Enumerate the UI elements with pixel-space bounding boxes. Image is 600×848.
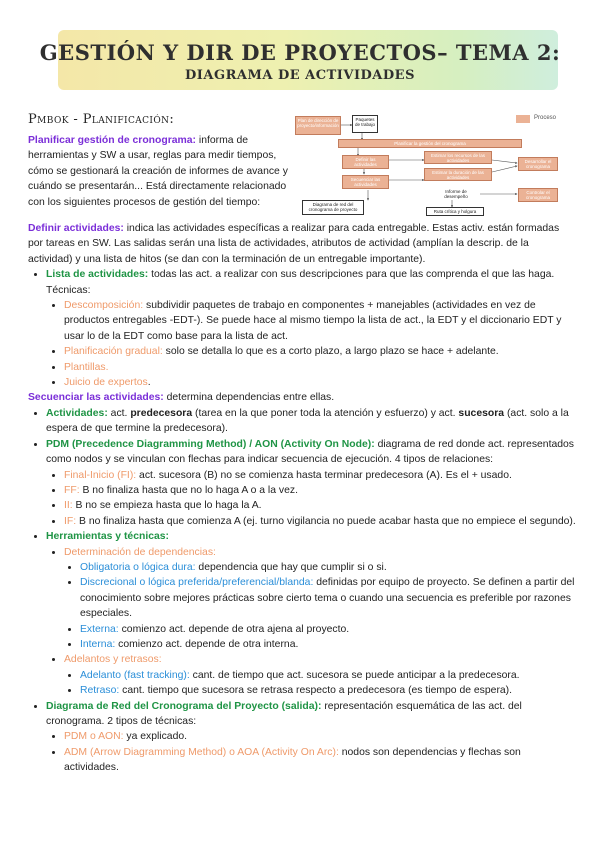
- page-subtitle: DIAGRAMA DE ACTIVIDADES: [185, 68, 415, 83]
- list-item: [46, 437, 576, 529]
- secuenciar-list: [28, 406, 576, 776]
- list-item: [64, 360, 576, 375]
- dependencia-text: comienzo act. depende de otra ajena al proyecto.: [118, 623, 350, 635]
- relacion-term: FF:: [64, 484, 80, 496]
- sucesora-word: sucesora: [458, 407, 505, 419]
- list-item: [80, 637, 576, 652]
- predecesora-word: predecesora: [130, 407, 193, 419]
- tecnica-red-text: nodos son dependencias y flechas son actividades.: [64, 746, 521, 774]
- diagram-box-planificar: Planificar la gestión del cronograma: [338, 139, 522, 148]
- tecnica-term: Plantillas.: [64, 361, 109, 373]
- diagram-box-controlar: Controlar el cronograma: [518, 188, 558, 202]
- legend-label: Proceso: [534, 115, 557, 121]
- relacion-text: B no se empieza hasta que lo haga la A.: [72, 500, 262, 512]
- intro-term: Planificar gestión de cronograma:: [28, 135, 197, 146]
- tecnica-red-term: ADM (Arrow Diagramming Method) o AOA (Activity On Arc):: [64, 746, 339, 758]
- list-item: [64, 745, 576, 776]
- dependencia-text: definidas por equipo de proyecto. Se definen a partir del conocimiento sobre mejores prácticas sobre cierto tema o cuando una secuencia es preferible por razones especiales.: [80, 577, 575, 620]
- secuenciar-text: determina dependencias entre ellas.: [163, 392, 335, 404]
- relacion-term: Final-Inicio (FI):: [64, 469, 137, 481]
- lista-text: todas las act. a realizar con sus descripciones para que las comprenda el que las haga. Técnicas:: [46, 269, 555, 296]
- adelantos-term: Adelantos y retrasos:: [64, 654, 162, 666]
- diagram-box-definir: Definir las actividades: [342, 155, 389, 169]
- diagrama-term: Diagrama de Red del Cronograma del Proyecto (salida):: [46, 700, 322, 712]
- intro-text: informa de herramientas y SW a usar, reglas para medir tiempos, cómo se gestionará la creación de informes de avance y cuándo se presentarán... Está directamente relacionado con los siguientes procesos de gestión del tiempo:: [28, 135, 288, 208]
- definir-paragraph: [28, 221, 576, 267]
- diagram-box-red: Diagrama de red del cronograma de proyecto: [302, 200, 364, 215]
- retraso-term: Retraso:: [80, 685, 120, 697]
- list-item: [64, 729, 576, 744]
- actividades-term: Actividades:: [46, 407, 108, 419]
- diagram-box-plan: Plan de dirección de proyecto/información: [295, 116, 341, 135]
- list-item: [64, 298, 576, 344]
- relacion-text: act. sucesora (B) no se comienza hasta terminar predecesora (A). Es el + usado.: [136, 469, 512, 481]
- diagram-box-paquetes: Paquetes de trabajo: [352, 115, 378, 133]
- herramientas-term: Herramientas y técnicas:: [46, 531, 170, 543]
- dependencia-term: Obligatoria o lógica dura:: [80, 561, 196, 573]
- adelanto-text: cant. de tiempo que act. sucesora se puede anticipar a la predecesora.: [189, 669, 520, 681]
- list-item: [64, 652, 576, 698]
- adelanto-term: Adelanto (fast tracking):: [80, 669, 190, 681]
- relacion-text: B no finaliza hasta que no lo haga A o a la vez.: [79, 484, 298, 496]
- relacion-text: B no finaliza hasta que comienza A (ej. turno vigilancia no puede acabar hasta que no empiece el segundo).: [76, 515, 576, 527]
- process-diagram: [292, 108, 592, 226]
- tecnica-term: Planificación gradual:: [64, 346, 163, 358]
- dependencia-term: Interna:: [80, 638, 116, 650]
- lista-term: Lista de actividades:: [46, 269, 149, 281]
- list-item: [64, 344, 576, 359]
- main-content: [28, 221, 576, 776]
- list-item: [80, 683, 576, 698]
- tecnica-term: Juicio de expertos: [64, 377, 148, 389]
- dependencia-text: dependencia que hay que cumplir si o si.: [195, 561, 387, 573]
- retraso-text: cant. tiempo que sucesora se retrasa respecto a predecesora (es tiempo de espera).: [119, 685, 513, 697]
- list-item: [46, 267, 576, 390]
- tecnica-term: Descomposición:: [64, 300, 144, 312]
- list-item: [64, 545, 576, 653]
- list-item: [80, 560, 576, 575]
- dependencia-term: Externa:: [80, 623, 119, 635]
- pdm-text: diagrama de red donde act. representados como nodos y se vinculan con flechas para indicar secuencia de ejecución. 4 tipos de relaciones:: [46, 438, 574, 466]
- tecnica-text: subdividir paquetes de trabajo en componentes + manejables (actividades en vez de productos entregables -EDT-). Se puede hace al mismo tiempo la lista de act., la EDT y el diccionario EDT y usar lo de la EDT como base para la lista de act.: [64, 300, 562, 342]
- secuenciar-term: Secuenciar las actividades:: [28, 392, 164, 404]
- pdm-term: PDM (Precedence Diagramming Method) / AON (Activity On Node):: [46, 438, 375, 450]
- list-item: [46, 406, 576, 437]
- diagram-box-desarrollar: Desarrollar el cronograma: [518, 157, 558, 171]
- dependencia-text: comienzo act. depende de otra interna.: [115, 638, 299, 650]
- diagram-box-secuenciar: Secuenciar las actividades: [342, 175, 389, 189]
- actividades-text: act.: [107, 407, 131, 419]
- list-item: [46, 699, 576, 776]
- diagrama-text: representación esquemática de las act. del cronograma. 2 tipos de técnicas:: [46, 700, 522, 727]
- definir-text: indica las actividades específicas a realizar para cada entregable. Estas activ. están formadas por tareas en SW. Las salidas serán una lista de actividades, atributos de actividad (amplían la descrip. de la actividad) y una lista de hitos (se dan con la terminación de un entregable importante).: [28, 223, 560, 265]
- diagram-box-estimar-recursos: Estimar los recursos de las actividades: [424, 151, 492, 164]
- legend-swatch: [516, 115, 530, 123]
- tecnica-text: .: [147, 377, 151, 389]
- tecnica-red-text: ya explicado.: [123, 731, 188, 743]
- list-item: [64, 514, 576, 529]
- intro-paragraph: [28, 133, 296, 210]
- list-item: [64, 375, 576, 390]
- actividades-text: (tarea en la que poner toda la atención y esfuerzo) y act.: [192, 407, 459, 419]
- tecnica-text: solo se detalla lo que es a corto plazo, a largo plazo se hace + adelante.: [162, 346, 499, 358]
- list-item: [80, 622, 576, 637]
- tecnica-red-term: PDM o AON:: [64, 731, 124, 743]
- relacion-term: II:: [64, 500, 73, 512]
- page-title: GESTIÓN Y DIR DE PROYECTOS– TEMA 2:: [39, 40, 561, 65]
- dependencia-term: Discrecional o lógica preferida/preferencial/blanda:: [80, 577, 314, 589]
- list-item: [46, 529, 576, 698]
- definir-list: [28, 267, 576, 390]
- diagram-box-ruta: Ruta crítica y holgura: [426, 207, 484, 216]
- diagram-box-informe: Informe de desempeño: [432, 188, 480, 200]
- list-item: [64, 468, 576, 483]
- definir-term: Definir actividades:: [28, 223, 124, 234]
- list-item: [80, 668, 576, 683]
- list-item: [80, 575, 576, 621]
- list-item: [64, 498, 576, 513]
- section-title: Pmbok - Planificación:: [28, 112, 175, 127]
- relacion-term: IF:: [64, 515, 77, 527]
- diagram-box-estimar-duracion: Estimar la duración de las actividades: [424, 168, 492, 181]
- determinacion-term: Determinación de dependencias:: [64, 546, 216, 558]
- actividades-text: (act. solo a la espera de que termine la predecesora).: [46, 407, 569, 435]
- secuenciar-paragraph: [28, 390, 576, 405]
- list-item: [64, 483, 576, 498]
